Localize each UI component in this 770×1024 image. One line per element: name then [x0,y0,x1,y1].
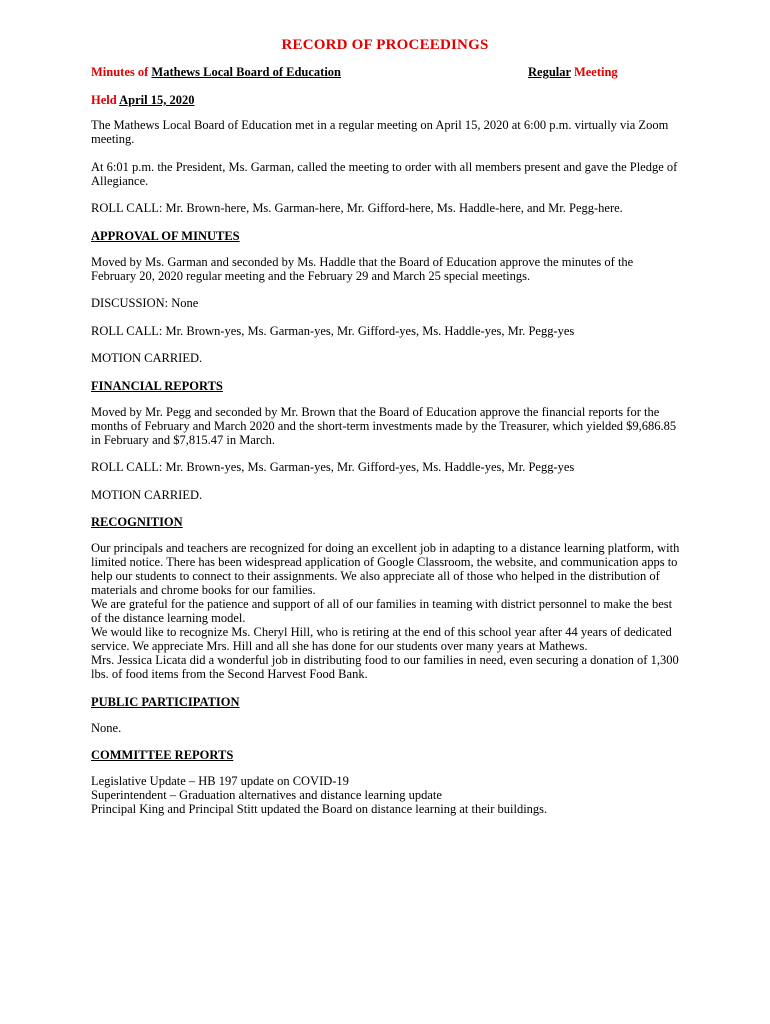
minutes-of-line [91,65,341,80]
financial-roll-call: ROLL CALL: Mr. Brown-yes, Ms. Garman-yes, Mr. Gifford-yes, Ms. Haddle-yes, Mr. Pegg-yes [91,460,575,474]
approval-discussion: DISCUSSION: None [91,296,199,310]
approval-result: MOTION CARRIED. [91,351,203,365]
public-participation-heading: PUBLIC PARTICIPATION [91,694,240,709]
recognition-heading: RECOGNITION [91,515,183,529]
meeting-type-line [528,65,618,80]
meeting-type: Regular [528,65,571,79]
intro-paragraph-1: The Mathews Local Board of Education met in a regular meeting on April 15, 2020 at 6:00 p.m. virtually via Zoom meeting. [91,118,669,146]
page-title: RECORD OF PROCEEDINGS [281,37,489,53]
meeting-label: Meeting [573,65,618,79]
approval-roll-call: ROLL CALL: Mr. Brown-yes, Ms. Garman-yes, Mr. Gifford-yes, Ms. Haddle-yes, Mr. Pegg-yes [91,323,575,338]
financial-motion: Moved by Mr. Pegg and seconded by Mr. Brown that the Board of Education approve the financial reports for the months of February and March 2020 and the short-term investments made by the Treasurer, which yielded $9,686.85 in February and $7,815.47 in March. [91,404,677,447]
recognition-line: We are grateful for the patience and support of all of our families in teaming with district personnel to make the best of the distance learning model. [91,597,673,625]
held-line [91,93,195,108]
committee-line: Superintendent – Graduation alternatives and distance learning update [91,788,442,802]
recognition-text [91,541,681,681]
committee-line: Principal King and Principal Stitt updated the Board on distance learning at their buildings. [91,802,548,816]
held-date: April 15, 2020 [119,93,195,107]
committee-line: Legislative Update – HB 197 update on COVID-19 [91,774,349,788]
intro-roll-call: ROLL CALL: Mr. Brown-here, Ms. Garman-here, Mr. Gifford-here, Ms. Haddle-here, and Mr. Pegg-here. [91,201,623,215]
board-name: Mathews Local Board of Education [151,65,342,79]
recognition-line: Our principals and teachers are recognized for doing an excellent job in adapting to a distance learning platform, with limited notice. There has been widespread application of Google Classroom, the website, and communication apps to help our students to connect to their assignments. We also appreciate all of those who helped in the distribution of materials and chrome books for our families. [91,541,680,597]
committee-heading: COMMITTEE REPORTS [91,748,234,762]
financial-heading: FINANCIAL REPORTS [91,378,223,393]
minutes-of-label: Minutes of [91,65,149,79]
approval-heading: APPROVAL OF MINUTES [91,228,240,243]
approval-motion: Moved by Ms. Garman and seconded by Ms. Haddle that the Board of Education approve the minutes of the February 20, 2020 regular meeting and the February 29 and March 25 special meetings. [91,254,634,283]
minutes-body [91,118,681,830]
recognition-line: Mrs. Jessica Licata did a wonderful job in distributing food to our families in need, even securing a donation of 1,300 lbs. of food items from the Second Harvest Food Bank. [91,653,679,681]
intro-paragraph-2: At 6:01 p.m. the President, Ms. Garman, called the meeting to order with all members present and gave the Pledge of Allegiance. [91,159,678,188]
recognition-line: We would like to recognize Ms. Cheryl Hill, who is retiring at the end of this school year after 44 years of dedicated service. We appreciate Mrs. Hill and all she has done for our students over many years at Mathews. [91,625,672,653]
financial-result: MOTION CARRIED. [91,487,203,502]
held-label: Held [91,93,117,107]
committee-text [91,774,681,816]
public-participation-text: None. [91,720,122,735]
